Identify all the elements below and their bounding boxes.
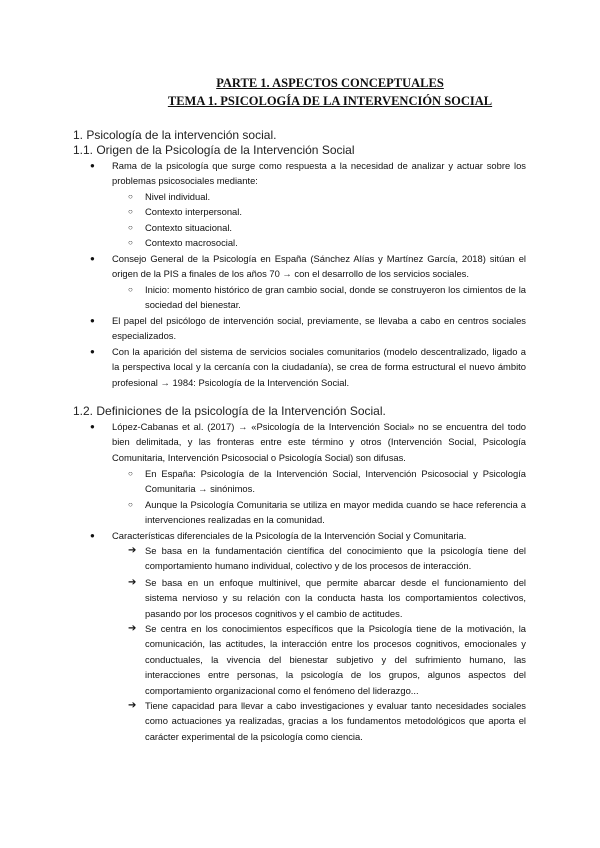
s2-bullet-1: López-Cabanas et al. (2017) → «Psicología de la Intervención Social» no se encuentra del todo bien delimitada, y las fronteras entre este término y otros (Intervención Social, Psicología Comunitaria, Intervención Psicosocial o Psicología Social) son difusas. bbox=[112, 421, 526, 463]
arrow-icon: ➔ bbox=[128, 545, 137, 556]
bullet-icon: ● bbox=[90, 316, 95, 325]
section-1-heading: 1. Psicología de la intervención social. bbox=[73, 128, 277, 142]
arrow-icon: ➔ bbox=[128, 623, 137, 634]
arrow-icon: ➔ bbox=[128, 700, 137, 711]
arrow-item: Tiene capacidad para llevar a cabo investigaciones y evaluar tanto necesidades sociales como actuaciones ya realizadas, gracias a los fundamentos metodológicos que aporta el carácter experimental de la psicología como ciencia. bbox=[145, 700, 526, 742]
part-title: PARTE 1. ASPECTOS CONCEPTUALES bbox=[216, 76, 444, 90]
section-1-2-heading: 1.2. Definiciones de la psicología de la Intervención Social. bbox=[73, 404, 386, 418]
bullet-icon: ● bbox=[90, 422, 95, 431]
circle-bullet-icon: ○ bbox=[128, 500, 133, 509]
s1-bullet-3: El papel del psicólogo de intervención social, previamente, se llevaba a cabo en centros sociales especializados. bbox=[112, 315, 526, 342]
tema-title: TEMA 1. PSICOLOGÍA DE LA INTERVENCIÓN SOCIAL bbox=[167, 94, 493, 108]
bullet-icon: ● bbox=[90, 531, 95, 540]
bullet-icon: ● bbox=[90, 254, 95, 263]
level-item: Contexto situacional. bbox=[145, 222, 233, 233]
arrow-item: Se basa en un enfoque multinivel, que permite abarcar desde el funcionamiento del sistema nervioso y su relación con la conducta hasta los comportamientos colectivos, pasando por los procesos cognitivos y el cambio de actitudes. bbox=[145, 577, 526, 619]
circle-bullet-icon: ○ bbox=[128, 238, 133, 247]
level-item: Nivel individual. bbox=[145, 191, 211, 202]
s1-bullet-4: Con la aparición del sistema de servicios sociales comunitarios (modelo descentralizado, ligado a la perspectiva local y la cercanía con la ciudadanía), se crea de forma estructural el nuevo ámbito profesional → 1984: Psicología de la Intervención Social. bbox=[112, 346, 526, 388]
arrow-item: Se basa en la fundamentación científica del conocimiento que la psicología tiene del comportamiento humano individual, colectivo y de los procesos de interacción. bbox=[145, 545, 526, 572]
circle-bullet-icon: ○ bbox=[128, 285, 133, 294]
circle-bullet-icon: ○ bbox=[128, 223, 133, 232]
arrow-item: Se centra en los conocimientos específicos que la Psicología tiene de la motivación, la comunicación, las actitudes, la interacción entre los procesos cognitivos, emocionales y conductuales, la vivencia del bienestar subjetivo y del sufrimiento humano, las interacciones entre personas, la psicología de los grupos, algunos aspectos del comportamiento organizacional como el fenómeno del liderazgo... bbox=[145, 623, 526, 696]
s1-bullet-1: Rama de la psicología que surge como respuesta a la necesidad de analizar y actuar sobre los problemas psicosociales mediante: bbox=[112, 160, 526, 187]
section-1-1-heading: 1.1. Origen de la Psicología de la Intervención Social bbox=[73, 143, 355, 157]
bullet-icon: ● bbox=[90, 347, 95, 356]
s1-bullet-2-sub: Inicio: momento histórico de gran cambio social, donde se construyeron los cimientos de la sociedad del bienestar. bbox=[145, 284, 526, 311]
s2-bullet-2: Características diferenciales de la Psicología de la Intervención Social y Comunitaria. bbox=[112, 530, 467, 541]
circle-bullet-icon: ○ bbox=[128, 469, 133, 478]
level-item: Contexto macrosocial. bbox=[145, 237, 238, 248]
arrow-icon: ➔ bbox=[128, 577, 137, 588]
s2-bullet-1-sub-1: En España: Psicología de la Intervención Social, Intervención Psicosocial y Psicología Comunitaria → sinónimos. bbox=[145, 468, 526, 495]
s1-bullet-2: Consejo General de la Psicología en España (Sánchez Alías y Martínez García, 2018) sitúan el origen de la PIS a finales de los años 70 → con el desarrollo de los servicios sociales. bbox=[112, 253, 526, 280]
level-item: Contexto interpersonal. bbox=[145, 206, 242, 217]
s2-bullet-1-sub-2: Aunque la Psicología Comunitaria se utiliza en mayor medida cuando se hace referencia a intervenciones realizadas en la comunidad. bbox=[145, 499, 526, 526]
bullet-icon: ● bbox=[90, 161, 95, 170]
circle-bullet-icon: ○ bbox=[128, 192, 133, 201]
circle-bullet-icon: ○ bbox=[128, 207, 133, 216]
